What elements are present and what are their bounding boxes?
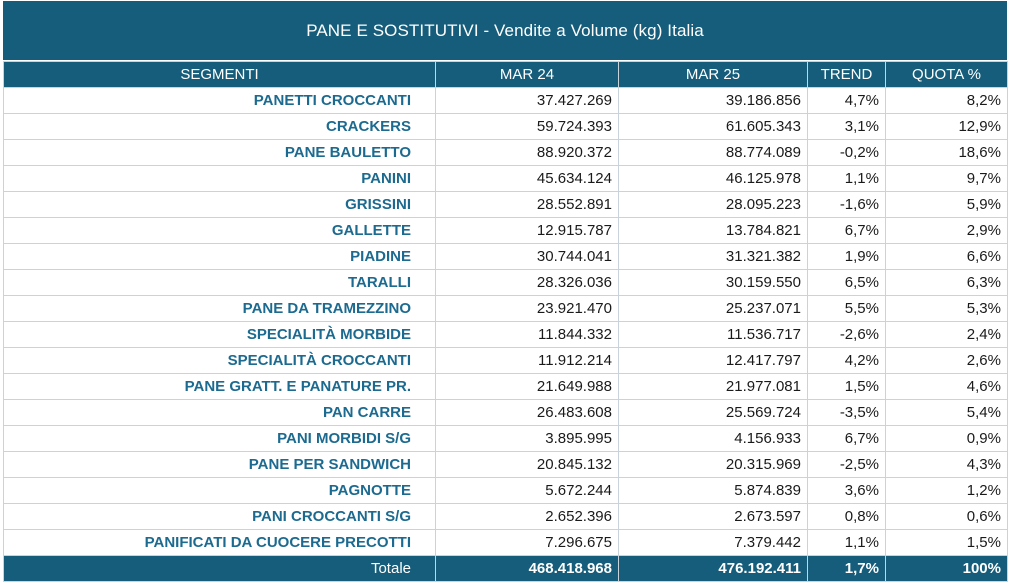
quota-value: 6,6% — [886, 244, 1008, 270]
mar-25-value: 88.774.089 — [619, 140, 808, 166]
mar-25-value: 11.536.717 — [619, 322, 808, 348]
total-quota: 100% — [886, 556, 1008, 582]
table-row — [4, 88, 1008, 114]
table-row — [4, 478, 1008, 504]
segment-name: PANINI — [4, 166, 436, 192]
mar-25-value: 39.186.856 — [619, 88, 808, 114]
table-row — [4, 296, 1008, 322]
mar-25-value: 7.379.442 — [619, 530, 808, 556]
table-row — [4, 140, 1008, 166]
segment-name: PANE GRATT. E PANATURE PR. — [4, 374, 436, 400]
mar-24-value: 26.483.608 — [436, 400, 619, 426]
total-mar-24: 468.418.968 — [436, 556, 619, 582]
table-row — [4, 452, 1008, 478]
trend-value: 3,6% — [808, 478, 886, 504]
trend-value: 1,1% — [808, 530, 886, 556]
segment-name: PAGNOTTE — [4, 478, 436, 504]
table-row — [4, 244, 1008, 270]
total-label: Totale — [4, 556, 436, 582]
segment-name: SPECIALITÀ MORBIDE — [4, 322, 436, 348]
header-row — [4, 62, 1008, 88]
mar-24-value: 21.649.988 — [436, 374, 619, 400]
mar-25-value: 12.417.797 — [619, 348, 808, 374]
mar-24-value: 88.920.372 — [436, 140, 619, 166]
total-row — [4, 556, 1008, 582]
header-quota: QUOTA % — [886, 62, 1008, 88]
table-row — [4, 400, 1008, 426]
sales-volume-table — [3, 61, 1008, 582]
mar-24-value: 37.427.269 — [436, 88, 619, 114]
mar-25-value: 4.156.933 — [619, 426, 808, 452]
trend-value: -0,2% — [808, 140, 886, 166]
trend-value: 1,5% — [808, 374, 886, 400]
segment-name: PANE DA TRAMEZZINO — [4, 296, 436, 322]
trend-value: -2,6% — [808, 322, 886, 348]
trend-value: 5,5% — [808, 296, 886, 322]
segment-name: CRACKERS — [4, 114, 436, 140]
table-body — [4, 88, 1008, 556]
mar-25-value: 20.315.969 — [619, 452, 808, 478]
mar-25-value: 21.977.081 — [619, 374, 808, 400]
segment-name: GRISSINI — [4, 192, 436, 218]
mar-24-value: 45.634.124 — [436, 166, 619, 192]
trend-value: -2,5% — [808, 452, 886, 478]
quota-value: 2,9% — [886, 218, 1008, 244]
table-row — [4, 166, 1008, 192]
mar-24-value: 59.724.393 — [436, 114, 619, 140]
mar-25-value: 13.784.821 — [619, 218, 808, 244]
trend-value: -1,6% — [808, 192, 886, 218]
mar-24-value: 12.915.787 — [436, 218, 619, 244]
total-trend: 1,7% — [808, 556, 886, 582]
header-segmenti: SEGMENTI — [4, 62, 436, 88]
trend-value: 6,7% — [808, 218, 886, 244]
total-mar-25: 476.192.411 — [619, 556, 808, 582]
trend-value: 1,9% — [808, 244, 886, 270]
mar-25-value: 61.605.343 — [619, 114, 808, 140]
mar-25-value: 31.321.382 — [619, 244, 808, 270]
header-mar-25: MAR 25 — [619, 62, 808, 88]
table-title: PANE E SOSTITUTIVI - Vendite a Volume (kg) Italia — [3, 1, 1007, 60]
mar-25-value: 2.673.597 — [619, 504, 808, 530]
quota-value: 0,9% — [886, 426, 1008, 452]
table-row — [4, 270, 1008, 296]
quota-value: 5,3% — [886, 296, 1008, 322]
quota-value: 4,6% — [886, 374, 1008, 400]
trend-value: 4,2% — [808, 348, 886, 374]
segment-name: PANIFICATI DA CUOCERE PRECOTTI — [4, 530, 436, 556]
table-row — [4, 426, 1008, 452]
mar-24-value: 11.844.332 — [436, 322, 619, 348]
mar-24-value: 30.744.041 — [436, 244, 619, 270]
mar-25-value: 46.125.978 — [619, 166, 808, 192]
segment-name: PANE BAULETTO — [4, 140, 436, 166]
trend-value: 3,1% — [808, 114, 886, 140]
header-trend: TREND — [808, 62, 886, 88]
quota-value: 9,7% — [886, 166, 1008, 192]
segment-name: PANE PER SANDWICH — [4, 452, 436, 478]
quota-value: 1,5% — [886, 530, 1008, 556]
trend-value: 0,8% — [808, 504, 886, 530]
segment-name: TARALLI — [4, 270, 436, 296]
segment-name: PANI CROCCANTI S/G — [4, 504, 436, 530]
mar-25-value: 5.874.839 — [619, 478, 808, 504]
trend-value: 6,7% — [808, 426, 886, 452]
table-row — [4, 504, 1008, 530]
table-row — [4, 530, 1008, 556]
mar-24-value: 20.845.132 — [436, 452, 619, 478]
segment-name: SPECIALITÀ CROCCANTI — [4, 348, 436, 374]
segment-name: PIADINE — [4, 244, 436, 270]
quota-value: 12,9% — [886, 114, 1008, 140]
trend-value: 4,7% — [808, 88, 886, 114]
mar-24-value: 5.672.244 — [436, 478, 619, 504]
mar-24-value: 7.296.675 — [436, 530, 619, 556]
quota-value: 2,4% — [886, 322, 1008, 348]
trend-value: 1,1% — [808, 166, 886, 192]
segment-name: PAN CARRE — [4, 400, 436, 426]
mar-24-value: 2.652.396 — [436, 504, 619, 530]
segment-name: GALLETTE — [4, 218, 436, 244]
mar-25-value: 30.159.550 — [619, 270, 808, 296]
mar-24-value: 28.552.891 — [436, 192, 619, 218]
quota-value: 5,4% — [886, 400, 1008, 426]
quota-value: 0,6% — [886, 504, 1008, 530]
quota-value: 8,2% — [886, 88, 1008, 114]
quota-value: 2,6% — [886, 348, 1008, 374]
table-row — [4, 322, 1008, 348]
table-row — [4, 192, 1008, 218]
mar-24-value: 23.921.470 — [436, 296, 619, 322]
segment-name: PANETTI CROCCANTI — [4, 88, 436, 114]
table-row — [4, 218, 1008, 244]
table-row — [4, 114, 1008, 140]
segment-name: PANI MORBIDI S/G — [4, 426, 436, 452]
quota-value: 4,3% — [886, 452, 1008, 478]
table-row — [4, 348, 1008, 374]
mar-25-value: 28.095.223 — [619, 192, 808, 218]
trend-value: -3,5% — [808, 400, 886, 426]
mar-25-value: 25.569.724 — [619, 400, 808, 426]
header-mar-24: MAR 24 — [436, 62, 619, 88]
quota-value: 18,6% — [886, 140, 1008, 166]
table-row — [4, 374, 1008, 400]
mar-24-value: 28.326.036 — [436, 270, 619, 296]
quota-value: 6,3% — [886, 270, 1008, 296]
quota-value: 1,2% — [886, 478, 1008, 504]
mar-25-value: 25.237.071 — [619, 296, 808, 322]
mar-24-value: 3.895.995 — [436, 426, 619, 452]
trend-value: 6,5% — [808, 270, 886, 296]
quota-value: 5,9% — [886, 192, 1008, 218]
mar-24-value: 11.912.214 — [436, 348, 619, 374]
